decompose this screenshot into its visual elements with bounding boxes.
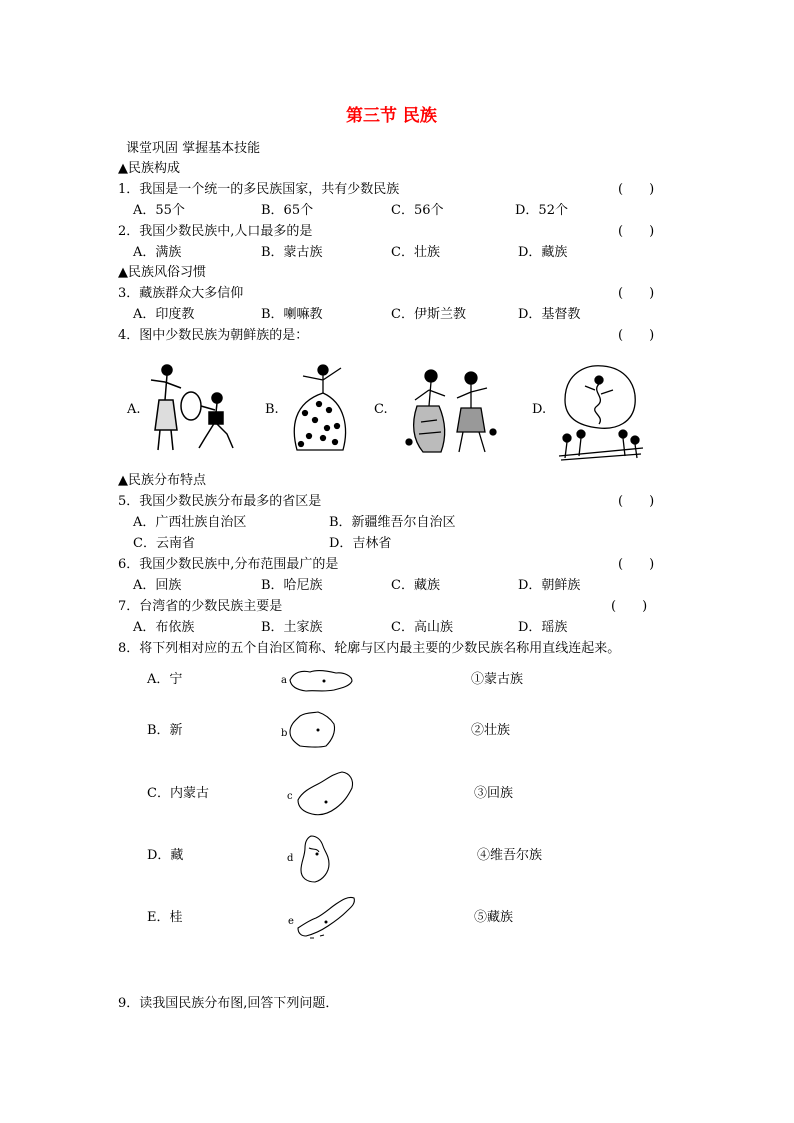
answer-blank[interactable]: ( ): [618, 224, 655, 239]
q3-option-a[interactable]: A．印度教: [133, 307, 195, 322]
section-heading: ▲民族风俗习惯: [118, 265, 206, 280]
q7-option-d[interactable]: D．瑶族: [518, 620, 568, 635]
page-title: 第三节 民族: [346, 106, 437, 126]
q5-option-a[interactable]: A．广西壮族自治区: [133, 515, 247, 530]
question-1-stem: 1．我国是一个统一的多民族国家，共有少数民族: [118, 182, 400, 197]
dancers-picture-a[interactable]: [145, 360, 245, 455]
outline-letter: a: [281, 675, 287, 686]
q1-option-c[interactable]: C．56个: [391, 203, 444, 218]
question-4-stem: 4．图中少数民族为朝鲜族的是：: [118, 328, 309, 343]
ningxia-outline-map[interactable]: [288, 668, 356, 694]
q3-option-b[interactable]: B．喇嘛教: [261, 307, 323, 322]
answer-blank[interactable]: ( ): [618, 328, 655, 343]
q1-option-b[interactable]: B．65个: [261, 203, 314, 218]
ethnic-group-label[interactable]: ③回族: [474, 786, 514, 801]
q1-option-a[interactable]: A．55个: [133, 203, 185, 218]
q1-option-d[interactable]: D．52个: [515, 203, 568, 218]
q3-option-d[interactable]: D．基督教: [518, 307, 581, 322]
q6-option-d[interactable]: D．朝鲜族: [518, 578, 581, 593]
region-abbreviation[interactable]: B．新: [147, 723, 183, 738]
q5-option-d[interactable]: D．吉林省: [329, 536, 392, 551]
question-7-stem: 7．台湾省的少数民族主要是: [118, 599, 283, 614]
ethnic-group-label[interactable]: ①蒙古族: [471, 672, 524, 687]
guangxi-outline-map[interactable]: [296, 894, 358, 942]
section-heading: ▲民族分布特点: [118, 473, 206, 488]
q3-option-c[interactable]: C．伊斯兰教: [391, 307, 466, 322]
outline-letter: c: [287, 791, 293, 802]
question-2-stem: 2．我国少数民族中,人口最多的是: [118, 224, 313, 239]
outline-letter: e: [288, 916, 294, 927]
answer-blank[interactable]: ( ): [618, 182, 655, 197]
answer-blank[interactable]: ( ): [618, 494, 655, 509]
region-abbreviation[interactable]: A．宁: [147, 672, 183, 687]
question-3-stem: 3．藏族群众大多信仰: [118, 286, 244, 301]
question-8-stem: 8．将下列相对应的五个自治区简称、轮廓与区内最主要的少数民族名称用直线连起来。: [118, 641, 621, 656]
outline-letter: d: [287, 853, 294, 864]
dancer-picture-d[interactable]: [555, 360, 645, 464]
ethnic-group-label[interactable]: ⑤藏族: [474, 910, 514, 925]
region-abbreviation[interactable]: E．桂: [147, 910, 183, 925]
q5-option-c[interactable]: C．云南省: [133, 536, 195, 551]
q6-option-b[interactable]: B．哈尼族: [261, 578, 323, 593]
ethnic-group-label[interactable]: ②壮族: [471, 723, 511, 738]
q5-option-b[interactable]: B．新疆维吾尔自治区: [329, 515, 456, 530]
q4-option-d[interactable]: D.: [532, 402, 547, 417]
q7-option-c[interactable]: C．高山族: [391, 620, 453, 635]
tibet-outline-map[interactable]: [297, 834, 333, 884]
q2-option-a[interactable]: A．满族: [133, 245, 182, 260]
q2-option-c[interactable]: C．壮族: [391, 245, 440, 260]
q4-option-c[interactable]: C.: [374, 402, 388, 417]
q2-option-d[interactable]: D．藏族: [518, 245, 568, 260]
inner-mongolia-outline-map[interactable]: [296, 770, 356, 818]
ethnic-group-label[interactable]: ④维吾尔族: [477, 848, 543, 863]
q4-option-b[interactable]: B.: [265, 402, 279, 417]
outline-letter: b: [281, 728, 288, 739]
region-abbreviation[interactable]: C．内蒙古: [147, 786, 209, 801]
region-abbreviation[interactable]: D．藏: [147, 848, 184, 863]
answer-blank[interactable]: ( ): [618, 557, 655, 572]
answer-blank[interactable]: ( ): [618, 286, 655, 301]
q6-option-c[interactable]: C．藏族: [391, 578, 440, 593]
xinjiang-outline-map[interactable]: [288, 710, 338, 750]
question-5-stem: 5．我国少数民族分布最多的省区是: [118, 494, 322, 509]
question-9-stem: 9．读我国民族分布图,回答下列问题．: [118, 996, 339, 1011]
answer-blank[interactable]: ( ): [611, 599, 648, 614]
q4-option-a[interactable]: A.: [127, 402, 141, 417]
dancer-picture-b[interactable]: [283, 358, 355, 456]
dancers-picture-c[interactable]: [401, 362, 501, 457]
subtitle: 课堂巩固 掌握基本技能: [126, 141, 261, 156]
q7-option-b[interactable]: B．土家族: [261, 620, 323, 635]
q2-option-b[interactable]: B．蒙古族: [261, 245, 323, 260]
section-heading: ▲民族构成: [118, 161, 180, 176]
q7-option-a[interactable]: A．布依族: [133, 620, 195, 635]
question-6-stem: 6．我国少数民族中,分布范围最广的是: [118, 557, 339, 572]
q6-option-a[interactable]: A．回族: [133, 578, 182, 593]
